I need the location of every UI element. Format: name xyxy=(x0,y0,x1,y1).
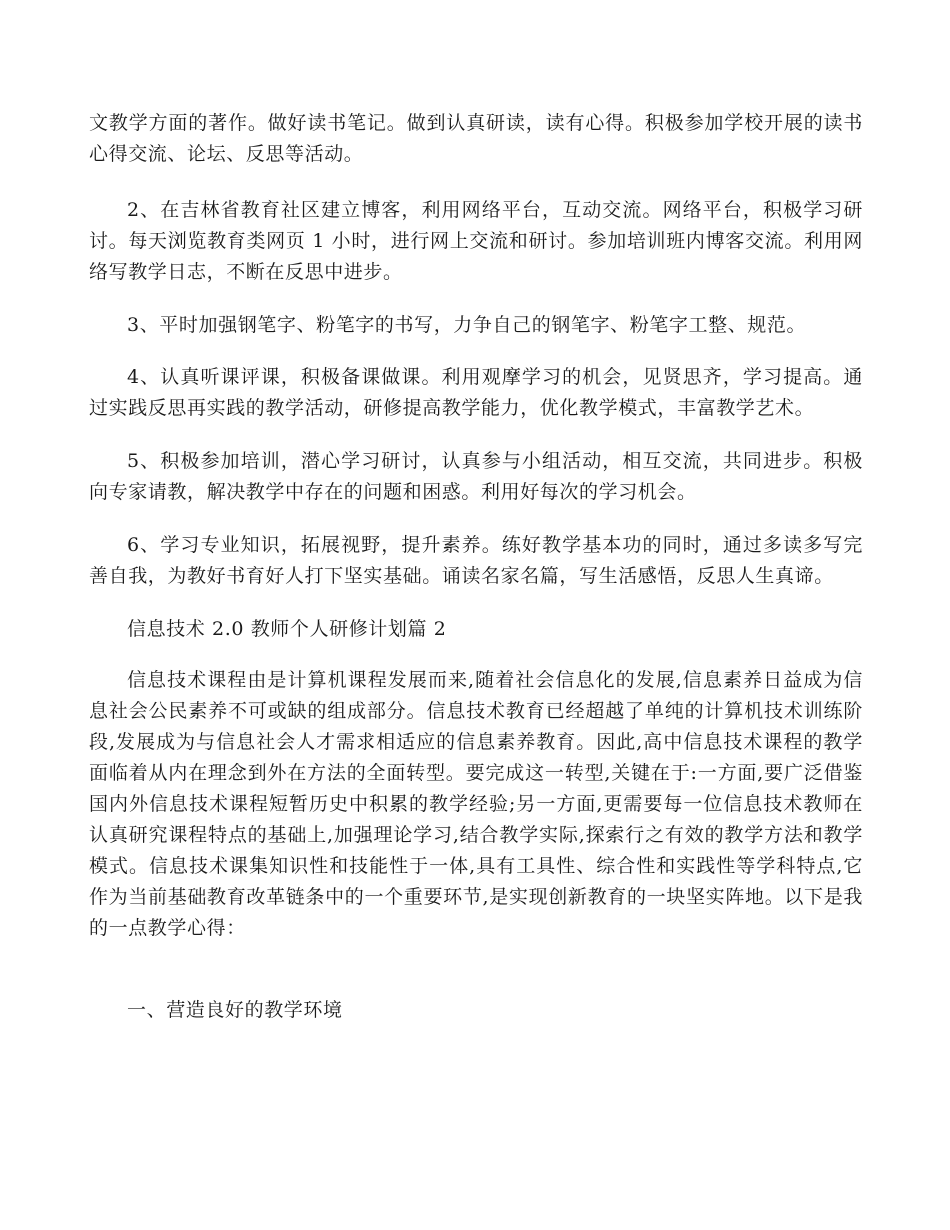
paragraph-item-3: 3、平时加强钢笔字、粉笔字的书写，力争自己的钢笔字、粉笔字工整、规范。 xyxy=(127,314,807,336)
paragraph-item-2: 2、在吉林省教育社区建立博客，利用网络平台，互动交流。网络平台，积极学习研讨。每天浏览教育类网页 1 小时，进行网上交流和研讨。参加培训班内博客交流。利用网络写教学日志，不断在反思中进步。 xyxy=(89,199,863,283)
paragraph-item-5: 5、积极参加培训，潜心学习研讨，认真参与小组活动，相互交流，共同进步。积极向专家请教，解决教学中存在的问题和困惑。利用好每次的学习机会。 xyxy=(89,450,863,503)
paragraph-item-6: 6、学习专业知识，拓展视野，提升素养。练好教学基本功的同时，通过多读多写完善自我，为教好书育好人打下坚实基础。诵读名家名篇，写生活感悟，反思人生真谛。 xyxy=(89,534,863,587)
subheading-1: 一、营造良好的教学环境 xyxy=(127,999,343,1021)
paragraph-item-4: 4、认真听课评课，积极备课做课。利用观摩学习的机会，见贤思齐，学习提高。通过实践反思再实践的教学活动，研修提高教学能力，优化教学模式，丰富教学艺术。 xyxy=(89,366,863,419)
paragraph-continuation: 文教学方面的著作。做好读书笔记。做到认真研读，读有心得。积极参加学校开展的读书心得交流、论坛、反思等活动。 xyxy=(89,112,863,165)
section-heading-2: 信息技术 2.0 教师个人研修计划篇 2 xyxy=(127,618,447,640)
paragraph-intro: 信息技术课程由是计算机课程发展而来,随着社会信息化的发展,信息素养日益成为信息社会公民素养不可或缺的组成部分。信息技术教育已经超越了单纯的计算机技术训练阶段,发展成为与信息社会人才需求相适应的信息素养教育。因此,高中信息技术课程的教学面临着从内在理念到外在方法的全面转型。要完成这一转型,关键在于:一方面,要广泛借鉴国内外信息技术课程短暂历史中积累的教学经验;另一方面,更需要每一位信息技术教师在认真研究课程特点的基础上,加强理论学习,结合教学实际,探索行之有效的教学方法和教学模式。信息技术课集知识性和技能性于一体,具有工具性、综合性和实践性等学科特点,它作为当前基础教育改革链条中的一个重要环节,是实现创新教育的一块坚实阵地。以下是我的一点教学心得： xyxy=(89,669,863,939)
